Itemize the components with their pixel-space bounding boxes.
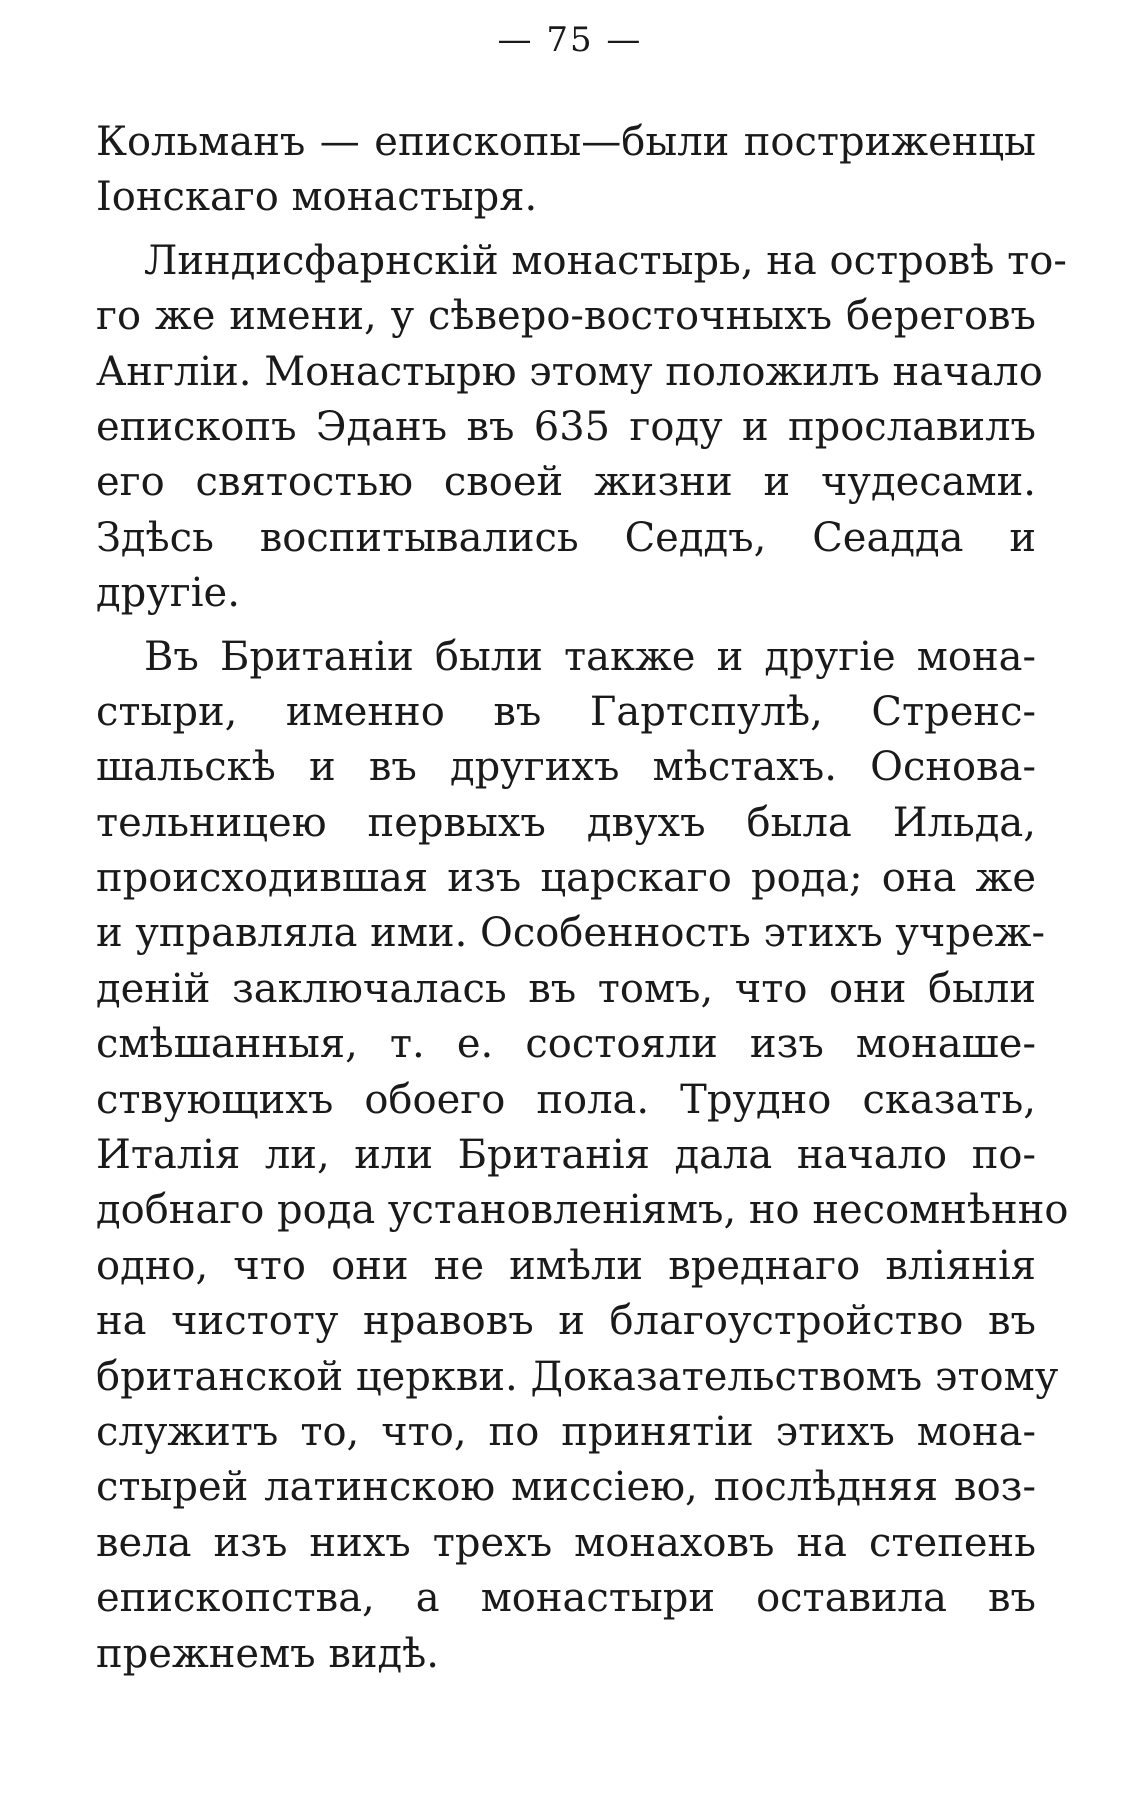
text-line: шальскѣ и въ другихъ мѣстахъ. Основа- xyxy=(96,744,1036,791)
text-line: Линдисфарнскій монастырь, на островѣ то- xyxy=(144,237,1067,284)
text-line: епископства, а монастыри оставила въ xyxy=(96,1575,1036,1622)
text-line: его святостью своей жизни и чудесами. xyxy=(96,459,1036,506)
text-line: смѣшанныя, т. е. состояли изъ монаше- xyxy=(96,1021,1036,1068)
text-line: Въ Британіи были также и другіе мона- xyxy=(144,633,1036,680)
body-text xyxy=(96,115,1069,1682)
text-line: британской церкви. Доказательствомъ этому xyxy=(96,1353,1059,1400)
text-line: Англіи. Монастырю этому положилъ начало xyxy=(96,348,1043,395)
paragraph-1 xyxy=(96,115,1036,226)
text-line: прежнемъ видѣ. xyxy=(96,1630,439,1677)
text-line: и управляла ими. Особенность этихъ учреж- xyxy=(96,910,1045,957)
text-line: ствующихъ обоего пола. Трудно сказать, xyxy=(96,1076,1036,1123)
text-line: Кольманъ — епископы—были постриженцы xyxy=(96,119,1036,165)
text-line: тельницею первыхъ двухъ была Ильда, xyxy=(96,799,1036,846)
text-line: деній заключалась въ томъ, что они были xyxy=(96,965,1036,1012)
paragraph-3 xyxy=(96,630,1069,1682)
text-line: вела изъ нихъ трехъ монаховъ на степень xyxy=(96,1519,1036,1566)
text-line: стырей латинскою миссіею, послѣдняя воз- xyxy=(96,1464,1036,1511)
text-line: на чистоту нравовъ и благоустройство въ xyxy=(96,1298,1036,1345)
text-line: происходившая изъ царскаго рода; она же xyxy=(96,855,1036,902)
text-line: служитъ то, что, по принятіи этихъ мона- xyxy=(96,1408,1036,1455)
text-line: Здѣсь воспитывались Седдъ, Сеадда и xyxy=(96,514,1036,561)
text-line: Италія ли, или Британія дала начало по- xyxy=(96,1132,1036,1179)
paragraph-2 xyxy=(96,234,1067,622)
text-line: Іонскаго монастыря. xyxy=(96,174,538,221)
text-line: епископъ Эданъ въ 635 году и прославилъ xyxy=(96,403,1036,450)
text-line: одно, что они не имѣли вреднаго вліянія xyxy=(96,1242,1036,1289)
text-line: другіе. xyxy=(96,570,240,617)
text-line: го же имени, у сѣверо-восточныхъ береговъ xyxy=(96,293,1036,340)
text-line: стыри, именно въ Гартспулѣ, Стренс- xyxy=(96,688,1036,735)
text-line: добнаго рода установленіямъ, но несомнѣнно xyxy=(96,1187,1069,1234)
page-number: — 75 — xyxy=(497,20,643,60)
